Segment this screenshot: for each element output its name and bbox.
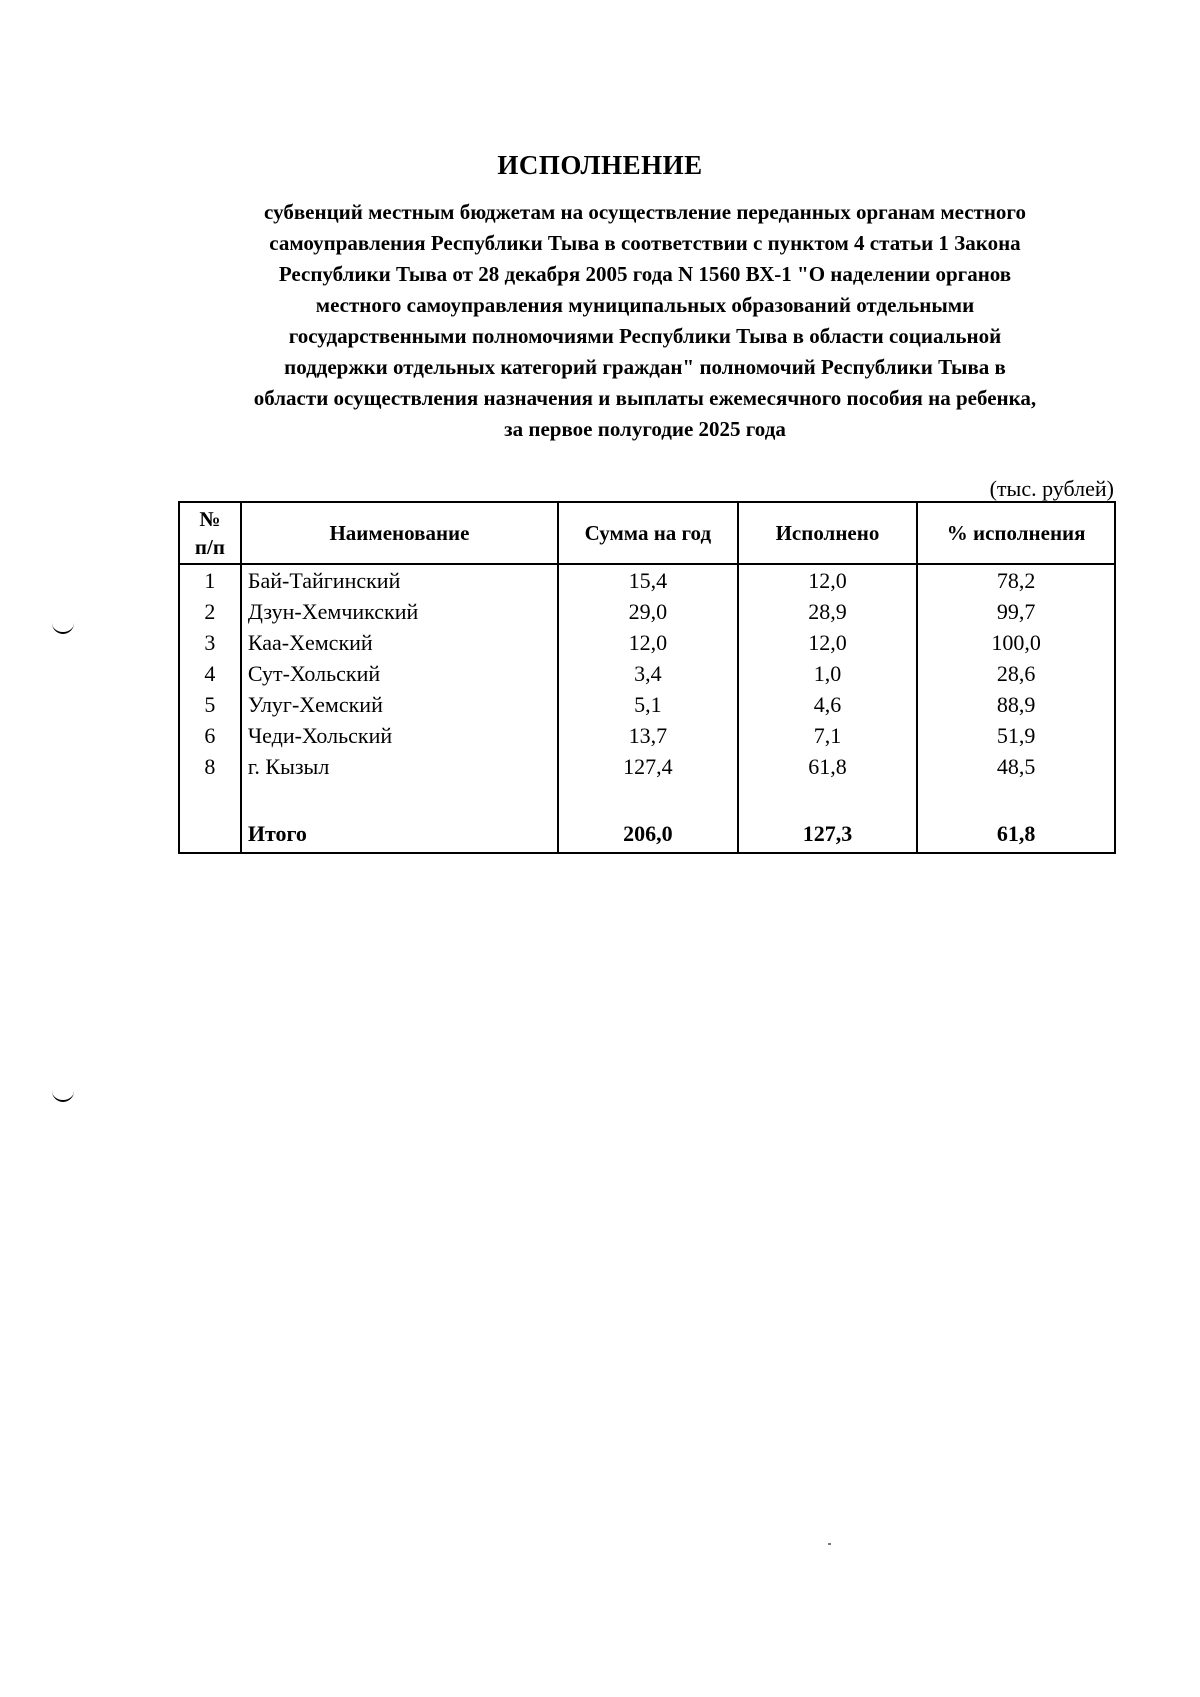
table-header-row	[179, 502, 1115, 564]
header-done: Исполнено	[738, 502, 918, 564]
spacer-cell	[558, 782, 738, 816]
subtitle-line: за первое полугодие 2025 года	[504, 417, 786, 441]
spacer-cell	[241, 782, 558, 816]
execution-table	[178, 501, 1116, 854]
row-done: 61,8	[738, 751, 918, 782]
table-row	[179, 751, 1115, 782]
row-name: Каа-Хемский	[241, 627, 558, 658]
row-name: Сут-Хольский	[241, 658, 558, 689]
document-subtitle	[180, 197, 1110, 445]
document-title: ИСПОЛНЕНИЕ	[497, 150, 703, 180]
total-number-cell	[179, 816, 241, 853]
row-percent: 99,7	[917, 596, 1115, 627]
table-row	[179, 564, 1115, 596]
subtitle-line: области осуществления назначения и выплаты ежемесячного пособия на ребенка,	[253, 386, 1037, 410]
row-done: 28,9	[738, 596, 918, 627]
scan-speck	[828, 1543, 831, 1545]
row-number: 4	[179, 658, 241, 689]
row-percent: 28,6	[917, 658, 1115, 689]
row-name: Чеди-Хольский	[241, 720, 558, 751]
row-number: 8	[179, 751, 241, 782]
total-percent: 61,8	[917, 816, 1115, 853]
subtitle-line: государственными полномочиями Республики Тыва в области социальной	[288, 324, 1002, 348]
row-name: Улуг-Хемский	[241, 689, 558, 720]
row-name: г. Кызыл	[241, 751, 558, 782]
row-sum: 13,7	[558, 720, 738, 751]
subtitle-line: самоуправления Республики Тыва в соответствии с пунктом 4 статьи 1 Закона	[269, 231, 1021, 255]
row-percent: 88,9	[917, 689, 1115, 720]
row-percent: 100,0	[917, 627, 1115, 658]
total-label: Итого	[241, 816, 558, 853]
row-done: 12,0	[738, 627, 918, 658]
row-number: 1	[179, 564, 241, 596]
subtitle-line: местного самоуправления муниципальных образований отдельными	[315, 293, 975, 317]
spacer-cell	[738, 782, 918, 816]
header-name: Наименование	[241, 502, 558, 564]
subtitle-line: субвенций местным бюджетам на осуществление переданных органам местного	[264, 200, 1026, 224]
row-name: Дзун-Хемчикский	[241, 596, 558, 627]
header-number-abbr: п/п	[194, 535, 225, 559]
subtitle-line: поддержки отдельных категорий граждан" полномочий Республики Тыва в	[284, 355, 1006, 379]
row-sum: 5,1	[558, 689, 738, 720]
row-done: 1,0	[738, 658, 918, 689]
row-percent: 48,5	[917, 751, 1115, 782]
table-row	[179, 596, 1115, 627]
row-done: 12,0	[738, 564, 918, 596]
subtitle-line: Республики Тыва от 28 декабря 2005 года N 1560 ВХ-1 "О наделении органов	[278, 262, 1012, 286]
row-number: 5	[179, 689, 241, 720]
row-sum: 29,0	[558, 596, 738, 627]
total-done: 127,3	[738, 816, 918, 853]
total-sum: 206,0	[558, 816, 738, 853]
table-row	[179, 627, 1115, 658]
row-sum: 12,0	[558, 627, 738, 658]
table-spacer-row	[179, 782, 1115, 816]
header-number	[179, 502, 241, 564]
table-row	[179, 658, 1115, 689]
row-sum: 127,4	[558, 751, 738, 782]
row-sum: 15,4	[558, 564, 738, 596]
header-sum: Сумма на год	[558, 502, 738, 564]
row-done: 7,1	[738, 720, 918, 751]
units-note: (тыс. рублей)	[989, 476, 1114, 501]
table-row	[179, 720, 1115, 751]
row-number: 3	[179, 627, 241, 658]
spacer-cell	[917, 782, 1115, 816]
table-row	[179, 689, 1115, 720]
row-number: 6	[179, 720, 241, 751]
row-sum: 3,4	[558, 658, 738, 689]
row-done: 4,6	[738, 689, 918, 720]
table-total-row	[179, 816, 1115, 853]
spacer-cell	[179, 782, 241, 816]
row-percent: 78,2	[917, 564, 1115, 596]
punch-hole-mark	[52, 1088, 74, 1102]
row-name: Бай-Тайгинский	[241, 564, 558, 596]
punch-hole-mark	[52, 620, 74, 634]
header-percent: % исполнения	[917, 502, 1115, 564]
row-percent: 51,9	[917, 720, 1115, 751]
header-number-symbol: №	[199, 507, 221, 531]
row-number: 2	[179, 596, 241, 627]
